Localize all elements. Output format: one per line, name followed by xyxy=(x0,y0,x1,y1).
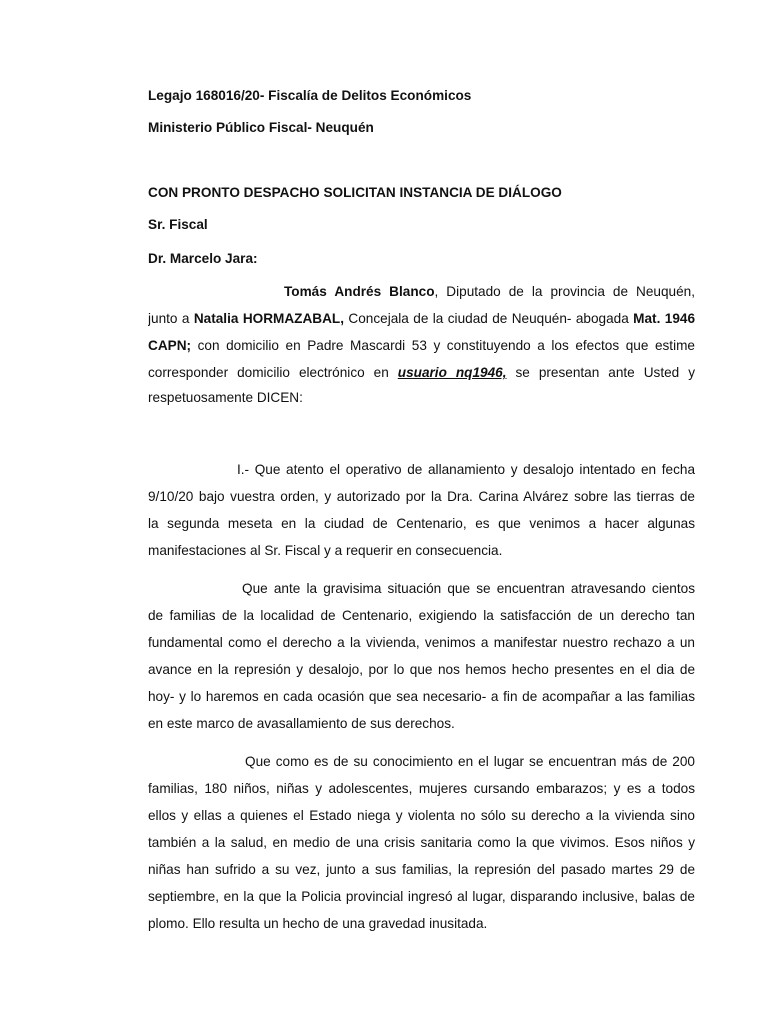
para1-line: la segunda meseta en la ciudad de Centenario, es que venimos a hacer algunas xyxy=(148,516,695,531)
intro-text: con domicilio en Padre Mascardi 53 y constituyendo a los efectos que estime xyxy=(191,338,695,353)
deputy-name: Tomás Andrés Blanco xyxy=(284,284,435,299)
intro-line-2 xyxy=(148,310,695,328)
addressee-name: Dr. Marcelo Jara: xyxy=(148,251,258,266)
addressee-title: Sr. Fiscal xyxy=(148,217,208,232)
para3-line: familias, 180 niños, niñas y adolescentes, mujeres cursando embarazos; y es a todos xyxy=(148,781,695,796)
ministry-heading: Ministerio Público Fiscal- Neuquén xyxy=(148,120,374,135)
para3-line: Que como es de su conocimiento en el lugar se encuentran más de 200 xyxy=(245,754,695,769)
intro-text: corresponder domicilio electrónico en xyxy=(148,365,398,380)
registration-number: Mat. 1946 xyxy=(633,311,695,326)
para2-line: hoy- y lo haremos en cada ocasión que sea necesario- a fin de acompañar a las familias xyxy=(148,689,695,704)
intro-line-4 xyxy=(148,364,695,382)
electronic-domicile: usuario nq1946, xyxy=(397,365,507,380)
case-file-heading: Legajo 168016/20- Fiscalía de Delitos Económicos xyxy=(148,88,472,103)
intro-line-5: respetuosamente DICEN: xyxy=(148,390,303,405)
councilor-name: Natalia HORMAZABAL, xyxy=(193,311,345,326)
para2-line: de familias de la localidad de Centenario, exigiendo la satisfacción de un derecho tan xyxy=(148,608,695,623)
para3-line: septiembre, en la que la Policia provincial ingresó al lugar, disparando inclusive, balas de xyxy=(148,889,695,904)
para1-line: manifestaciones al Sr. Fiscal y a requerir en consecuencia. xyxy=(148,543,503,558)
para3-line: ellos y ellas a quienes el Estado niega y violenta no sólo su derecho a la vivienda sino xyxy=(148,808,695,823)
para1-line: 9/10/20 bajo vuestra orden, y autorizado por la Dra. Carina Alvárez sobre las tierras de xyxy=(148,489,695,504)
para1-line: I.- Que atento el operativo de allanamiento y desalojo intentado en fecha xyxy=(237,462,695,477)
subject-line: CON PRONTO DESPACHO SOLICITAN INSTANCIA DE DIÁLOGO xyxy=(148,185,562,200)
para3-line: también a la salud, en medio de una crisis sanitaria como la que vivimos. Esos niños y xyxy=(148,835,695,850)
intro-line-3 xyxy=(148,337,695,355)
para3-line: plomo. Ello resulta un hecho de una gravedad inusitada. xyxy=(148,916,488,931)
para2-line: en este marco de avasallamiento de sus derechos. xyxy=(148,716,455,731)
para2-line: avance en la represión y desalojo, por lo que nos hemos hecho presentes en el dia de xyxy=(148,662,695,677)
para2-line: Que ante la gravisima situación que se encuentran atravesando cientos xyxy=(242,581,695,596)
intro-text: se presentan ante Usted y xyxy=(506,365,695,380)
intro-text: junto a xyxy=(148,311,194,326)
intro-text: , Diputado de la provincia de Neuquén, xyxy=(434,284,695,299)
intro-line-1 xyxy=(284,283,695,301)
intro-text: Concejala de la ciudad de Neuquén- abogada xyxy=(344,311,634,326)
para3-line: niñas han sufrido a su vez, junto a sus familias, la represión del pasado martes 29 de xyxy=(148,862,695,877)
para2-line: fundamental como el derecho a la vivienda, venimos a manifestar nuestro rechazo a un xyxy=(148,635,695,650)
capn-label: CAPN; xyxy=(148,338,192,353)
